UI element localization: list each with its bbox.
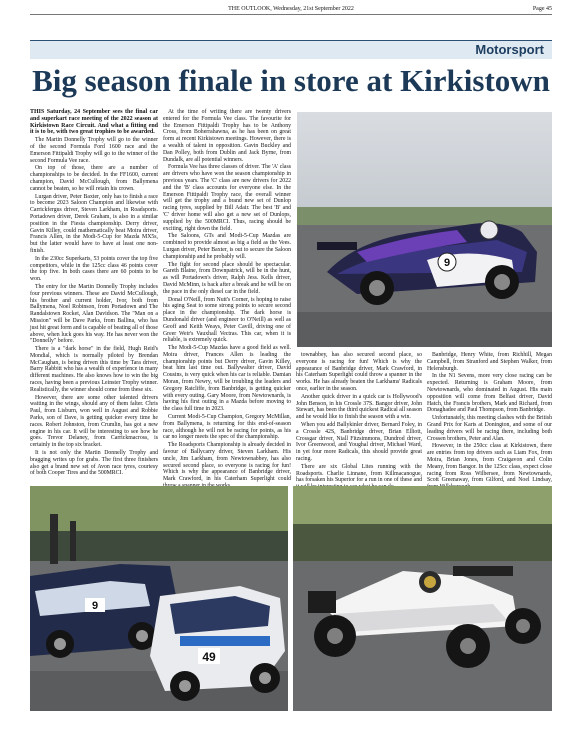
article-paragraph: Donal O'Neill, from Nutt's Corner, is hoping to raise his aging Seat to some strong points to secure second place in the championship. The dark horse is Dundonald driver (and engineer to O'Neill) as well as Geoff and Keith Weays, Peter Cavill, driving one of Greer Weir's Vauxhall Vectras. This car, when it is reliable, is extremely quick. bbox=[163, 296, 291, 344]
article-column-2 bbox=[163, 109, 291, 485]
car-number-top: 9 bbox=[443, 257, 451, 269]
article-paragraph: On top of those, there are a number of championships to be decided. In the FF1600, current champion, David McCullough, from Ballymena cannot be beaten, so he will retain his crown. bbox=[30, 165, 158, 192]
article-paragraph: It is not only the Martin Donnelly Trophy and bragging writes up for grabs. The first three finishers also get a brand new set of Avon race tyres, courtesy of both Cooper Tires and the 500MRCI. bbox=[30, 450, 158, 477]
masthead bbox=[30, 4, 552, 15]
article-paragraph: There are six Global Lites running with the Roadsports. Charlie Linnane, from Killmacanogue, has forsaken his Superior for a run in one of these and bbox=[296, 463, 422, 484]
section-label: Motorsport bbox=[475, 42, 544, 57]
article-column-3 bbox=[296, 352, 422, 482]
article-paragraph: In the 230cc Superkarts, 53 points cover the top five competitors, while in the 125cc class 46 points cover the top five. In both cases there are 60 points to be won. bbox=[30, 255, 158, 283]
article-paragraph: Banbridge, Henry White, from Richhill, Megan Campbell, from Stranford and Stephen Walker, from Helensburgh. bbox=[427, 352, 552, 372]
publication-line: THE OUTLOOK, Wednesday, 21st September 2022 bbox=[228, 6, 354, 12]
article-paragraph: THIS Saturday, 24 September sees the final car and superkart race meeting of the 2022 season at Kirkistown Race Circuit. And what a fitting end it is to be, with two great trophies to be awarded. bbox=[30, 109, 158, 136]
article-paragraph: townabbey, has also secured second place, so everyone is racing for fun! Which is why the appearance of Banbridge driver, Mark Crawford, in his Caterham Superlight could throw a spanner in the works. He has already beaten the Larkhams' Radicals once, earlier in the season. bbox=[296, 352, 422, 392]
article-paragraph: Unfortunately, this meeting clashes with the British Grand Prix for Karts at Donington, and some of our leading drivers will be racing there, including both Crossen brothers, Peter and Alan. bbox=[427, 415, 552, 442]
article-column-4 bbox=[427, 352, 552, 482]
article-paragraph: The entry for the Martin Donnelly Trophy includes four previous winners. These are David McCullough, his brother and current holder, Ivor, both from Ballymena, Noel Robinson, from Portadown and The Randalstown Rocket, Alan Davidson. The "Man on a Mission" will be Dave Parks, from Ballina, who has just hit great form and is capable of beating all of those above, when luck goes his way. He has never won the "Donnelly" before. bbox=[30, 283, 158, 345]
article-paragraph: The Martin Donnelly Trophy will go to the winner of the second Formula Ford 1600 race and the Emerson Fittipaldi Trophy will go to the winner of the second Formula Vee race. bbox=[30, 137, 158, 164]
article-column-1 bbox=[30, 109, 158, 485]
article-headline: Big season finale in store at Kirkistown bbox=[32, 63, 550, 98]
article-paragraph: When you add Ballykinler driver, Bernard Foley, in a Crossle 42S, Banbridge driver, Brian Elliott, Crossgar driver, Niall Fitzsimmons, Dundrod driver, Ivor Greenwood, and Youghal driver, Michael Ward, in yet four more Radicals, this should provide great racing. bbox=[296, 421, 422, 462]
article-paragraph: However, there are some other talented drivers waiting in the wings, should any of them falter. Chris Paul, from Lisburn, won well in August and Robbie Parks, son of Dave, is getting quicker every time he races. Robert Johnston, from Crumlin, has got a new engine in his car. It will be interesting to see how he goes. Trevor Delaney, from Carrickmacross, is certainly in the top six bracket. bbox=[30, 394, 158, 449]
photo-formula-car bbox=[293, 486, 552, 711]
article-paragraph: The Modi-5-Cup Mazdas have a good field as well. Moira driver, Frances Allen is leading the championship points but Derry driver, Gavin Killey, beat him last time out. Ballywalter driver, David Cousins, is very quick when his car is reliable. Damian Moran, from Newry, will be troubling the leaders and Gregory Ratcliffe, from Banbridge, is getting quicker with every outing. Gary Moore, from Newtownards, is having his first outing in a Mazda before moving to the class full time in 2023. bbox=[163, 345, 291, 413]
article-paragraph: However, in the 250cc class at Kirkistown, there are entries from top drivers such as Liam Fox, from Moira, Brian Jones, from Craigavon and Colin Meany, from Bangor. In the 125cc class, expect close racing from Ross Wilbersee, from Newtownards, Scott Greenaway, from Gilford, and Noel Lindsay, bbox=[427, 443, 552, 484]
article-paragraph: At the time of writing there are twenty drivers entered for the Formula Vee class. The favourite for the Emerson Fittipaldi Trophy has to be Anthony Cross, from Boherrahawna, as he has been on great form at recent Kirkistown meetings. However, there is a wealth of talent in opposition. Gavin Buckley and Dan Polley, both from Dublin and Jack Byrne, from Dundalk, are all potential winners. bbox=[163, 109, 291, 163]
photo-saloon-cars bbox=[30, 486, 288, 711]
article-paragraph: The fight for second place should be spectacular. Gareth Blaine, from Downpatrick, will be in the hunt, as will Portadown's driver, Ralph Jess. Kells driver, David McMinn, is back after a break and he will be on the pace in the only diesel car in the field. bbox=[163, 261, 291, 295]
article-paragraph: The Saloons, GTs and Modi-5-Cup Mazdas are combined to provide almost as big a field as the Vees. Lurgan driver, Peter Baxter, is out to secure the Saloon championship and he probably will. bbox=[163, 233, 291, 260]
page-number: Page 45 bbox=[532, 6, 552, 12]
car-number-saloon-2: 49 bbox=[202, 650, 216, 664]
article-paragraph: The Roadsports Championship is already decided in favour of Ballycarry driver, Steven Larkham. His uncle, Jim Larkham, from Newtownabbey, has also secured second place, so everyone is racing for fun! Which is why the appearance of Banbridge driver, Mark Crawford, in his Caterham Superlight could bbox=[163, 442, 291, 483]
section-banner bbox=[30, 40, 552, 59]
article-paragraph: Formula Vee has three classes of driver. The 'A' class are drivers who have won the season championship in previous years. The 'C' class are new drivers for 2022 and the 'B' class accounts for everyone else. In the Emerson Fittipaldi Trophy race, the overall winner will get the trophy and a brand new set of Dunlop racing tyres, supplied by Bill Adair. The best 'B' and 'C' driver home will also get a new set of Dunlops, supplied by the 500MRCI. Thus, racing should be exciting, right down the field. bbox=[163, 164, 291, 232]
article-paragraph: Lurgan driver, Peter Baxter, only has to finish a race to become 2023 Saloon Champion and likewise with Carrickfergus driver, Steven Larkham, in Roadsports. Portadown driver, Derek Graham, is also in a similar position in the Fiesta championship. Derry driver, Gavin Killey, could mathematically beat Moira driver, Francis Allen, in the Modi-5-Cup for Mazda MX5s, but the latter would have to have at least one non-finish. bbox=[30, 193, 158, 254]
car-number-saloon-1: 9 bbox=[91, 600, 99, 612]
article-paragraph: There is a "dark horse" in the field, Hugh Reid's Mondial, which is normally piloted by Brendan McCaughan, is being driven this time by Tara driver, Barry Rabbitt who has a wealth of experience in many different machines. He also knows how to win the big races, having been a previous Leinster Trophy winner. Realistically, the winner should come from these six. bbox=[30, 346, 158, 393]
article-paragraph: In the N1 Sevens, more very close racing can be expected. Returning is Graham Moore, from Newtownards, who dominated in August. His main opposition will come from Belfast driver, David Hatch, the Francis brothers, Mark and Richard, from Donaghadee and Paul Thompson, from Banbridge. bbox=[427, 373, 552, 414]
article-paragraph: Another quick driver in a quick car is Hollywood's John Benson, in his Crossle 37S. Bangor driver, John Stewart, has been the third quickest Radical all season and he would like to finish the season with a win. bbox=[296, 393, 422, 421]
photo-prototype-race-car bbox=[297, 112, 552, 347]
article-paragraph: Current Modi-5-Cup Champion, Gregory McMillan, from Ballymena, is returning for this end-of-season race, although he will not be racing for points, as his car no longer meets the spec of the championship. bbox=[163, 414, 291, 441]
